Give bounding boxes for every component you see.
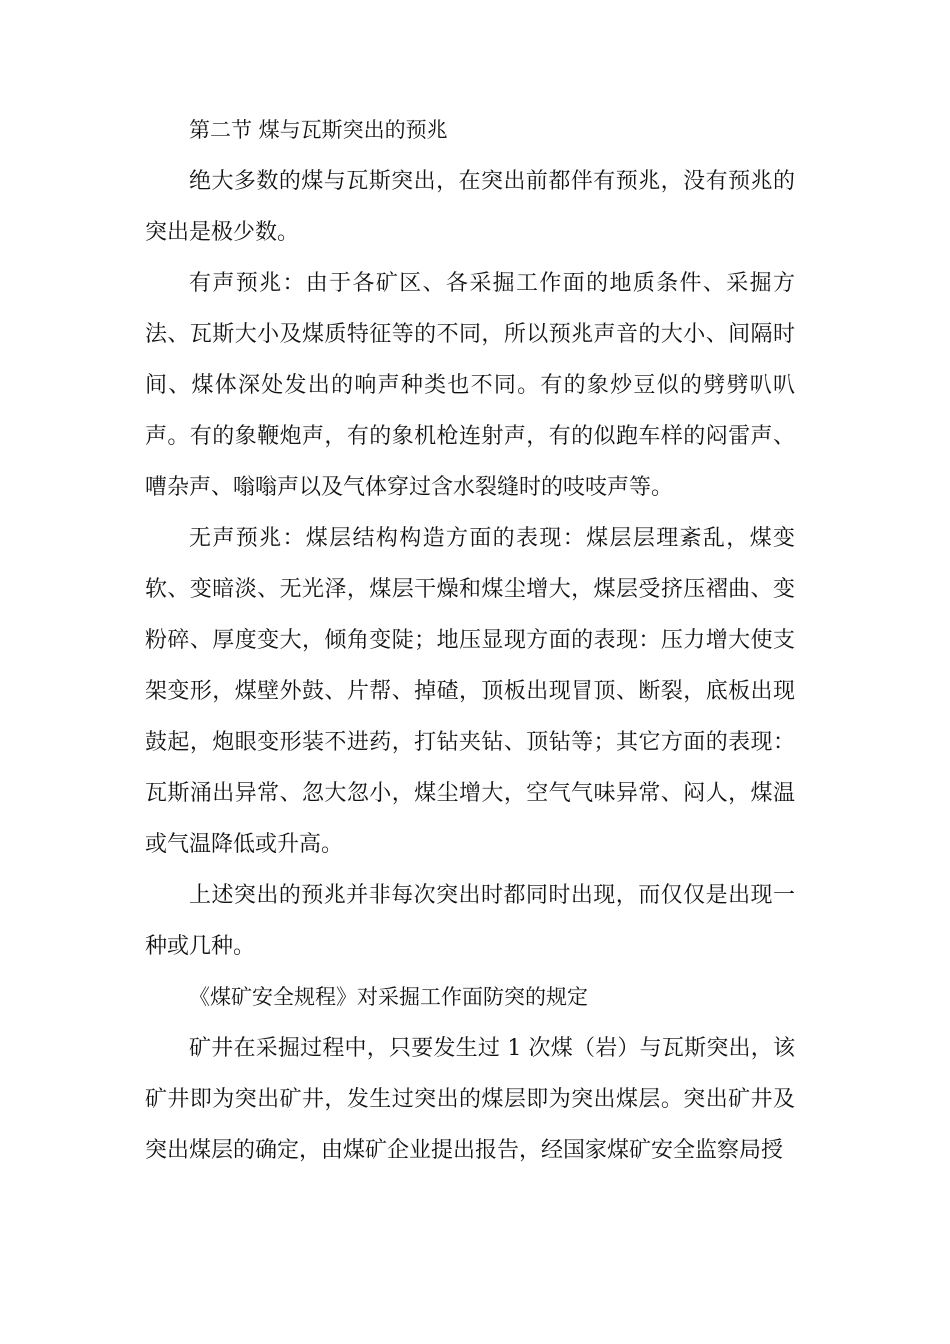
paragraph-audible-signs: 有声预兆：由于各矿区、各采掘工作面的地质条件、采掘方法、瓦斯大小及煤质特征等的不同，所以预兆声音的大小、间隔时间、煤体深处发出的响声种类也不同。有的象炒豆似的劈劈叭叭声。有的象鞭炮声，有的象机枪连射声，有的似跑车样的闷雷声、嘈杂声、嗡嗡声以及气体穿过含水裂缝时的吱吱声等。: [145, 271, 795, 500]
paragraph-regulation: 矿井在采掘过程中，只要发生过 1 次煤（岩）与瓦斯突出，该矿井即为突出矿井，发生过突出的煤层即为突出煤层。突出矿井及突出煤层的确定，由煤矿企业提出报告，经国家煤矿安全监察局授: [145, 1036, 795, 1163]
paragraph-summary: 上述突出的预兆并非每次突出时都同时出现，而仅仅是出现一种或几种。: [145, 883, 795, 959]
paragraph-silent-signs: 无声预兆：煤层结构构造方面的表现：煤层层理紊乱，煤变软、变暗淡、无光泽，煤层干燥和煤尘增大，煤层受挤压褶曲、变粉碎、厚度变大，倾角变陡；地压显现方面的表现：压力增大使支架变形，煤壁外鼓、片帮、掉碴，顶板出现冒顶、断裂，底板出现鼓起，炮眼变形装不进药，打钻夹钻、顶钻等；其它方面的表现：瓦斯涌出异常、忽大忽小，煤尘增大，空气气味异常、闷人，煤温或气温降低或升高。: [145, 526, 795, 857]
document-page: [145, 105, 795, 1176]
section-title: 第二节 煤与瓦斯突出的预兆: [189, 118, 448, 142]
regulation-subheading: 《煤矿安全规程》对采掘工作面防突的规定: [189, 985, 588, 1009]
paragraph-intro: 绝大多数的煤与瓦斯突出，在突出前都伴有预兆，没有预兆的突出是极少数。: [145, 169, 795, 245]
